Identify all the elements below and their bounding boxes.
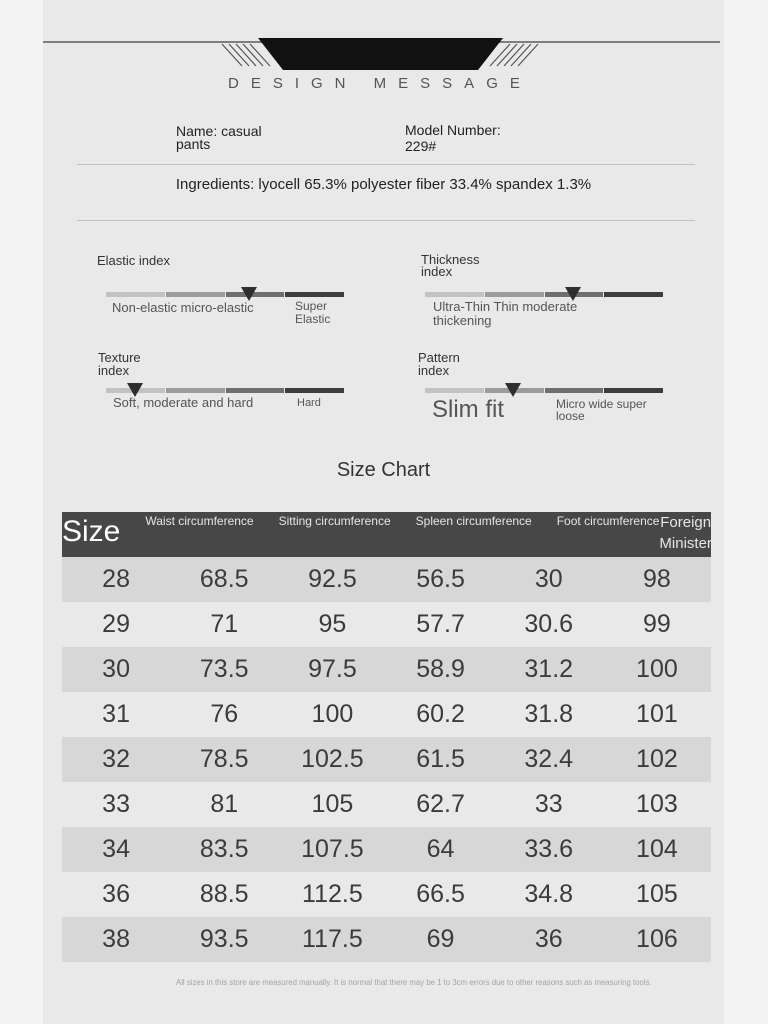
table-cell: 32.4 — [524, 745, 574, 773]
column-header-sitting: Sitting circumference — [278, 514, 391, 528]
texture-index-title: Texture index — [98, 350, 141, 378]
texture-label-right: Hard — [297, 397, 321, 409]
scale-segment — [604, 388, 663, 393]
table-cell: 38 — [102, 925, 130, 953]
scale-segment — [226, 388, 285, 393]
table-cell: 64 — [426, 835, 455, 863]
table-cell: 28 — [102, 565, 130, 593]
scale-segment — [425, 292, 484, 297]
column-header-foreign-minister: Foreign Minister — [659, 514, 712, 552]
table-row — [62, 647, 711, 692]
elastic-scale-bar — [106, 292, 344, 297]
table-cell: 105 — [311, 790, 354, 818]
scale-segment — [285, 388, 344, 393]
divider — [77, 220, 695, 221]
pattern-scale-bar — [425, 388, 663, 393]
table-cell: 78.5 — [199, 745, 249, 773]
table-cell: 99 — [643, 610, 671, 638]
table-row — [62, 692, 711, 737]
table-row — [62, 737, 711, 782]
column-header-waist: Waist circumference — [145, 514, 254, 528]
pattern-label-right: Micro wide super loose — [556, 397, 647, 423]
table-cell: 62.7 — [416, 790, 465, 818]
table-cell: 102 — [636, 745, 678, 773]
scale-segment — [604, 292, 663, 297]
table-cell: 29 — [102, 610, 130, 638]
table-row — [62, 872, 711, 917]
table-cell: 100 — [636, 655, 678, 683]
table-cell: 30 — [102, 655, 130, 683]
table-cell: 98 — [643, 565, 671, 593]
table-cell: 33 — [102, 790, 130, 818]
elastic-index-title: Elastic index — [97, 253, 170, 268]
table-row — [62, 557, 711, 602]
table-cell: 101 — [636, 700, 678, 728]
scale-segment — [545, 388, 604, 393]
table-cell: 57.7 — [416, 610, 465, 638]
stripes-right — [490, 44, 538, 66]
column-header-size: Size — [62, 515, 121, 548]
table-cell: 105 — [636, 880, 678, 908]
table-cell: 93.5 — [199, 925, 249, 953]
texture-label-left: Soft, moderate and hard — [113, 395, 254, 410]
size-chart-body — [62, 557, 711, 962]
table-cell: 33.6 — [524, 835, 574, 863]
table-cell: 36 — [534, 925, 563, 953]
size-chart-header — [62, 512, 711, 557]
table-row — [62, 827, 711, 872]
column-header-spleen: Spleen circumference — [415, 514, 532, 528]
table-cell: 107.5 — [301, 835, 364, 863]
table-cell: 61.5 — [416, 745, 465, 773]
elastic-label-right: Super Elastic — [295, 299, 331, 326]
table-cell: 106 — [636, 925, 678, 953]
product-name: Name: casual pants — [176, 123, 262, 152]
table-cell: 69 — [426, 925, 455, 953]
table-cell: 102.5 — [301, 745, 364, 773]
table-cell: 104 — [636, 835, 678, 863]
table-cell: 60.2 — [416, 700, 465, 728]
table-cell: 83.5 — [199, 835, 249, 863]
banner-decoration — [0, 0, 768, 80]
table-cell: 66.5 — [416, 880, 465, 908]
table-cell: 34.8 — [524, 880, 574, 908]
table-cell: 112.5 — [302, 880, 363, 908]
table-cell: 36 — [102, 880, 130, 908]
pattern-index-title: Pattern index — [418, 350, 460, 378]
scale-segment — [285, 292, 344, 297]
scale-segment — [166, 292, 225, 297]
table-cell: 32 — [102, 745, 130, 773]
table-cell: 31.2 — [524, 655, 574, 683]
texture-scale-bar — [106, 388, 344, 393]
pattern-label-left: Slim fit — [432, 396, 504, 423]
stripes-left — [222, 44, 270, 66]
table-cell: 97.5 — [308, 655, 357, 683]
banner-trapezoid — [258, 38, 503, 70]
column-header-foot: Foot circumference — [556, 514, 660, 528]
table-cell: 117.5 — [302, 925, 363, 953]
elastic-label-left: Non-elastic micro-elastic — [112, 300, 254, 315]
table-cell: 30.6 — [524, 610, 574, 638]
divider — [77, 164, 695, 165]
table-cell: 100 — [311, 700, 354, 728]
table-row — [62, 917, 711, 962]
table-cell: 88.5 — [199, 880, 249, 908]
table-cell: 73.5 — [199, 655, 249, 683]
model-number: Model Number: 229# — [405, 122, 501, 154]
table-cell: 92.5 — [308, 565, 357, 593]
thickness-scale-bar — [425, 292, 663, 297]
table-cell: 95 — [318, 610, 347, 638]
table-cell: 68.5 — [199, 565, 249, 593]
table-cell: 71 — [210, 610, 239, 638]
thickness-label-left: Ultra-Thin Thin moderate thickening — [433, 299, 578, 328]
thickness-index-title: Thickness index — [421, 252, 480, 279]
table-row — [62, 782, 711, 827]
table-cell: 56.5 — [416, 565, 465, 593]
table-cell: 76 — [210, 700, 239, 728]
ingredients-text: Ingredients: lyocell 65.3% polyester fiber 33.4% spandex 1.3% — [175, 176, 592, 193]
measurement-note: All sizes in this store are measured manually. It is normal that there may be 1 to 3cm errors due to other reasons such as measuring tools. — [176, 978, 652, 987]
pattern-level-marker — [505, 383, 521, 397]
table-cell: 81 — [210, 790, 239, 818]
scale-segment — [106, 292, 165, 297]
scale-segment — [166, 388, 225, 393]
elastic-level-marker — [241, 287, 257, 301]
size-chart-title: Size Chart — [336, 459, 431, 481]
banner-title: DESIGN MESSAGE — [228, 75, 532, 92]
table-cell: 58.9 — [416, 655, 465, 683]
table-cell: 33 — [534, 790, 563, 818]
table-cell: 31.8 — [524, 700, 574, 728]
table-cell: 34 — [102, 835, 130, 863]
table-cell: 30 — [534, 565, 563, 593]
scale-segment — [485, 292, 544, 297]
scale-segment — [425, 388, 484, 393]
table-cell: 103 — [636, 790, 678, 818]
table-row — [62, 602, 711, 647]
table-cell: 31 — [102, 700, 130, 728]
